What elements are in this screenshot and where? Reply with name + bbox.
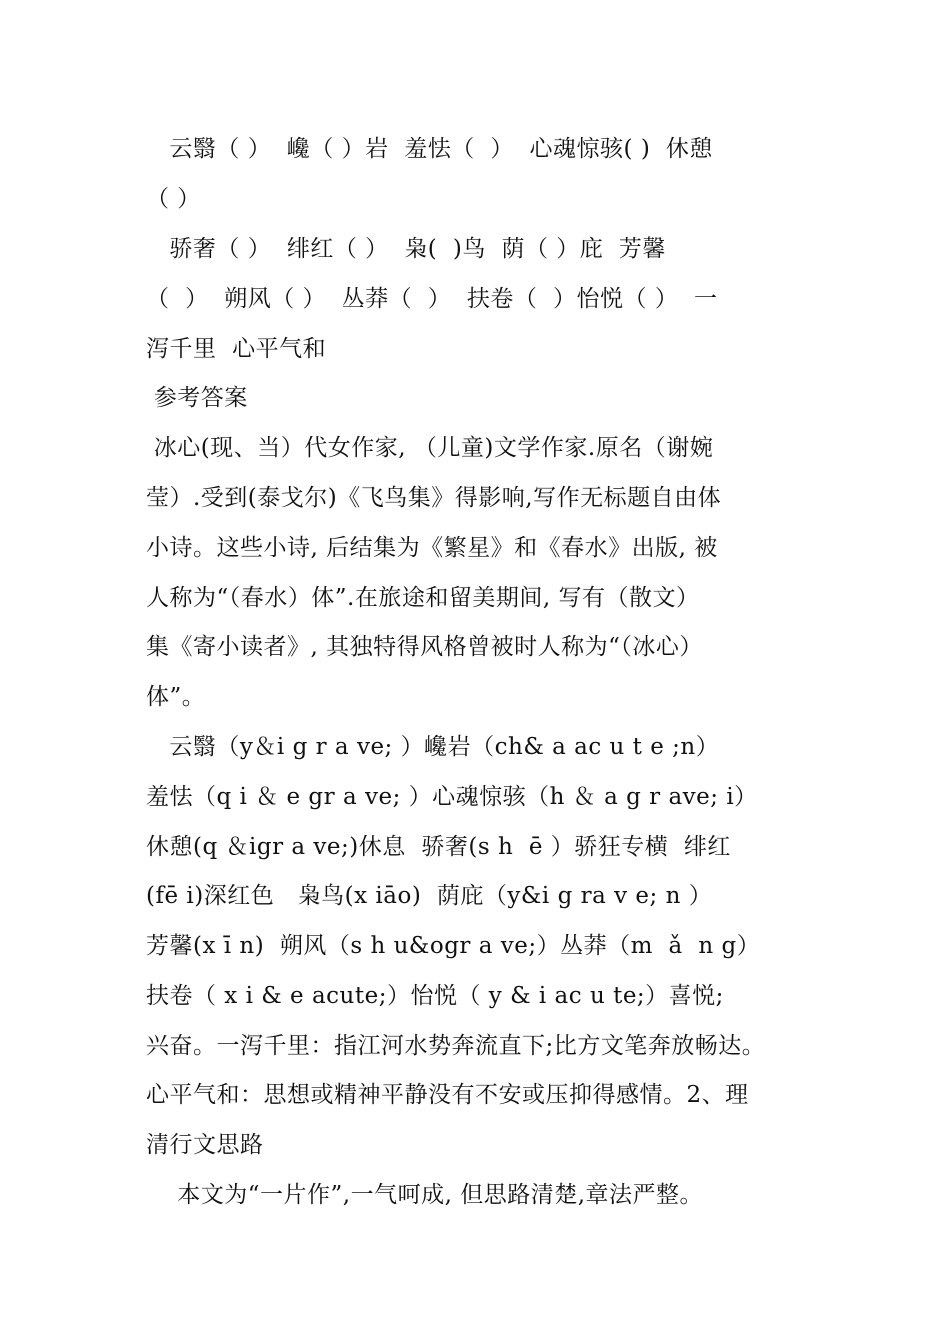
text-line-1: 云翳（ ） 巉（ ）岩 羞怯（ ） 心魂惊骇( ) 休憩: [146, 136, 713, 162]
text-line-12: 体”。: [146, 684, 206, 710]
text-line-19: 兴奋。一泻千里：指江河水势奔流直下;比方文笔奔放畅达。: [146, 1033, 766, 1059]
text-line-7: 冰心(现、当）代女作家, （儿童)文学作家.原名（谢婉: [146, 435, 714, 461]
text-line-5: 泻千里 心平气和: [146, 336, 327, 362]
text-line-22: 本文为“一片作”,一气呵成, 但思路清楚,章法严整。: [146, 1182, 704, 1208]
text-line-9: 小诗。这些小诗, 后结集为《繁星》和《春水》出版, 被: [146, 535, 718, 561]
text-line-20: 心平气和：思想或精神平静没有不安或压抑得感情。2、理: [146, 1082, 749, 1108]
text-line-15: 休憩(q ＆igr a ve;)休息 骄奢(s h ē ）骄狂专横 绯红: [146, 834, 731, 860]
text-line-8: 莹）.受到(泰戈尔)《飞鸟集》得影响,写作无标题自由体: [146, 485, 722, 511]
text-line-10: 人称为“（春水）体”.在旅途和留美期间, 写有（散文）: [146, 585, 700, 611]
text-line-13: 云翳（y＆i g r a ve; ）巉岩（ch& a ac u t e ;n）: [146, 734, 720, 760]
text-line-21: 清行文思路: [146, 1132, 264, 1158]
text-line-11: 集《寄小读者》, 其独特得风格曾被时人称为“（冰心）: [146, 634, 703, 660]
text-line-17: 芳馨(x ī n) 朔风（s h u&ogr a ve;）丛莽（m ǎ n g）: [146, 933, 761, 959]
text-line-14: 羞怯（q i ＆ e gr a ve; ）心魂惊骇（h ＆ a g r ave; i）: [146, 784, 758, 810]
text-line-4: （ ） 朔风（ ） 丛莽（ ） 扶卷（ ）怡悦（ ） 一: [146, 286, 718, 312]
section-heading-answers: 参考答案: [146, 385, 248, 411]
text-line-2: （ ）: [146, 186, 201, 212]
text-line-16: (fē i)深红色 枭鸟(x iāo) 荫庇（y&i g ra v e; n ）: [146, 883, 713, 909]
text-line-3: 骄奢（ ） 绯红（ ） 枭( )鸟 荫（ ）庇 芳馨: [146, 236, 666, 262]
text-line-18: 扶卷（ x i & e acute;）怡悦（ y & i ac u te;）喜悦;: [146, 983, 724, 1009]
